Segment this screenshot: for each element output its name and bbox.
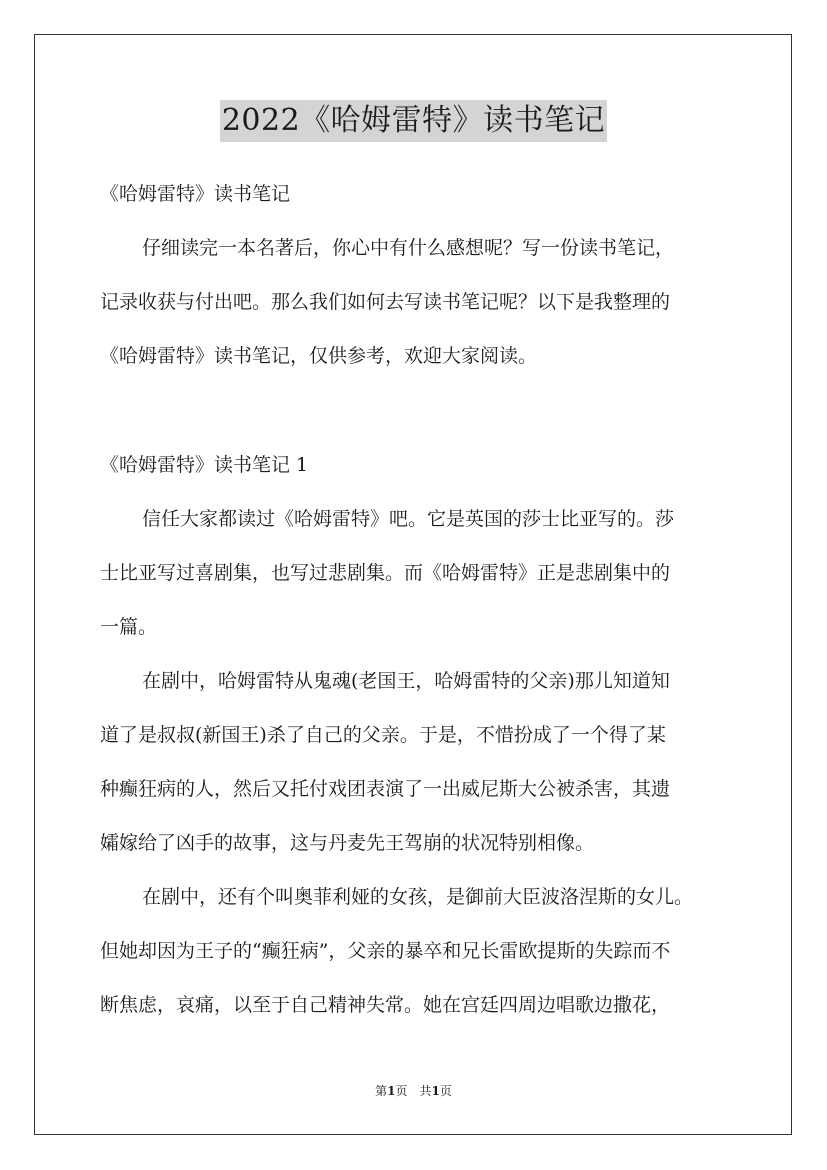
page-footer [0, 1083, 827, 1099]
paragraph-line: 但她却因为王子的“癫狂病”，父亲的暴卒和兄长雷欧提斯的失踪而不 [100, 940, 671, 962]
paragraph-line: 仔细读完一本名著后，你心中有什么感想呢？写一份读书笔记， [142, 237, 675, 259]
paragraph-line: 信任大家都读过《哈姆雷特》吧。它是英国的莎士比亚写的。莎 [142, 508, 675, 530]
paragraph-line: 在剧中，还有个叫奥菲利娅的女孩，是御前大臣波洛涅斯的女儿。 [142, 886, 694, 908]
footer-page-suffix: 页 [439, 1084, 452, 1098]
footer-page-prefix: 第 [375, 1084, 388, 1098]
paragraph-line: 《哈姆雷特》读书笔记，仅供参考，欢迎大家阅读。 [100, 345, 538, 367]
footer-page-total: 1 [431, 1084, 440, 1098]
paragraph-line: 士比亚写过喜剧集，也写过悲剧集。而《哈姆雷特》正是悲剧集中的 [100, 562, 671, 584]
document-title: 2022《哈姆雷特》读书笔记 [220, 100, 607, 142]
section-heading: 《哈姆雷特》读书笔记 1 [100, 454, 309, 476]
paragraph-line: 道了是叔叔(新国王)杀了自己的父亲。于是，不惜扮成了一个得了某 [100, 724, 666, 746]
paragraph-line: 种癫狂病的人，然后又托付戏团表演了一出威尼斯大公被杀害，其遗 [100, 778, 671, 800]
title-container [0, 100, 827, 142]
paragraph-line: 孀嫁给了凶手的故事，这与丹麦先王驾崩的状况特别相像。 [100, 832, 595, 854]
paragraph-line: 断焦虑，哀痛，以至于自己精神失常。她在宫廷四周边唱歌边撒花， [100, 994, 671, 1016]
paragraph-line: 在剧中，哈姆雷特从鬼魂(老国王，哈姆雷特的父亲)那儿知道知 [142, 670, 670, 692]
footer-page-current: 1 [387, 1084, 396, 1098]
paragraph-line: 一篇。 [100, 616, 158, 638]
paragraph-line: 记录收获与付出吧。那么我们如何去写读书笔记呢？以下是我整理的 [100, 291, 671, 313]
subtitle-line: 《哈姆雷特》读书笔记 [100, 183, 291, 205]
footer-page-mid: 页 共 [395, 1084, 432, 1098]
